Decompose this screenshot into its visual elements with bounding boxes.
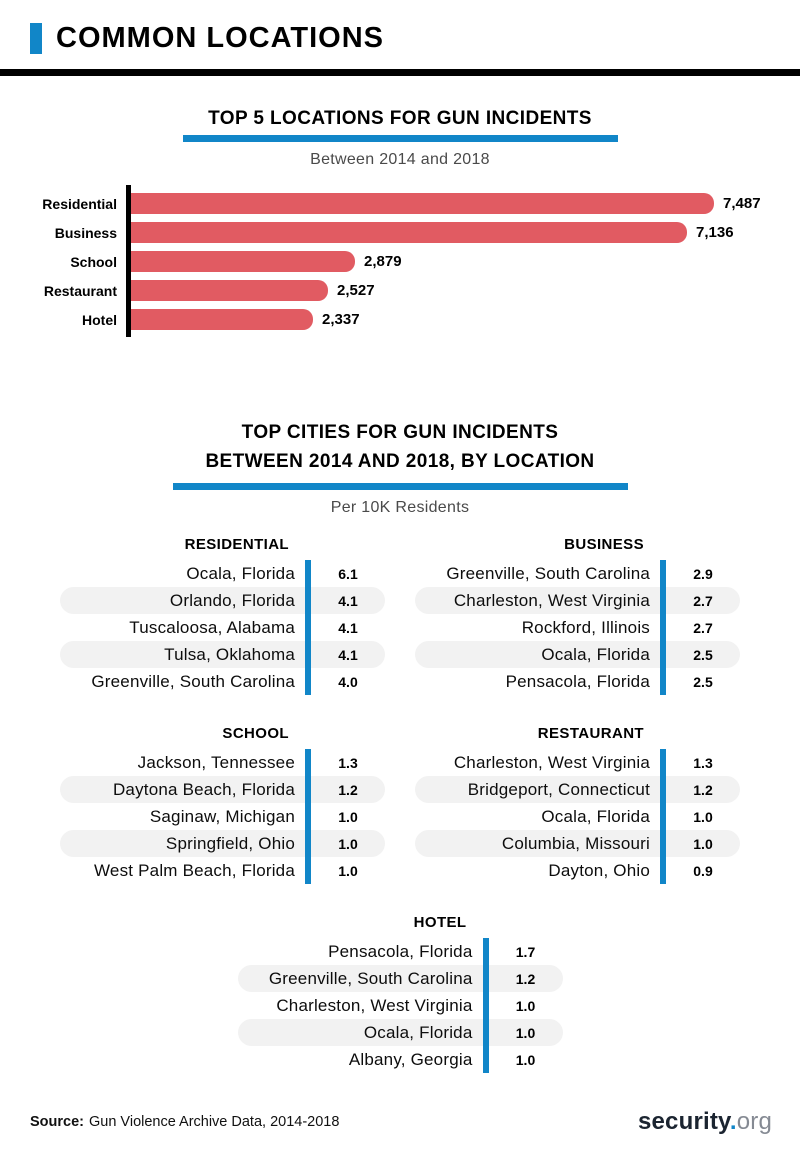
bar-value-label: 7,136 [696, 224, 734, 241]
security-org-logo [638, 1108, 772, 1136]
city-label: Jackson, Tennessee [137, 752, 295, 772]
source-label: Source: [30, 1114, 84, 1130]
city-label: Dayton, Ohio [548, 860, 650, 880]
bar-chart-title: TOP 5 LOCATIONS FOR GUN INCIDENTS [208, 108, 592, 129]
city-label: Columbia, Missouri [501, 833, 650, 853]
rate-value: 1.0 [338, 862, 358, 879]
rate-value: 4.1 [338, 592, 358, 609]
rate-value: 2.9 [693, 565, 713, 582]
rate-value: 1.0 [515, 1051, 536, 1068]
table-row [60, 776, 385, 803]
source-note [30, 1114, 339, 1130]
city-label: Ocala, Florida [541, 644, 650, 664]
table-row [60, 749, 385, 776]
rate-value: 1.0 [693, 808, 713, 825]
table-row [415, 560, 740, 587]
bar-area [126, 222, 800, 243]
city-label: Pensacola, Florida [505, 671, 650, 691]
bar-area [126, 309, 800, 330]
table-row [60, 668, 385, 695]
table-row [238, 1046, 563, 1073]
tables-title-underline [173, 483, 628, 490]
table-row [415, 803, 740, 830]
city-label: Saginaw, Michigan [149, 806, 295, 826]
bar-row-residential [0, 189, 800, 218]
table-school [60, 725, 385, 884]
table-title: BUSINESS [564, 536, 644, 553]
bar-hotel [131, 309, 313, 330]
tables-section-title [0, 418, 800, 476]
rate-value: 4.1 [338, 646, 358, 663]
table-row [415, 668, 740, 695]
table-title: RESTAURANT [537, 725, 644, 742]
rate-value: 2.5 [693, 646, 713, 663]
city-label: Charleston, West Virginia [276, 995, 473, 1015]
table-row [238, 992, 563, 1019]
tables-section-header [0, 418, 800, 517]
header-divider [0, 69, 800, 76]
bar-residential [131, 193, 714, 214]
rate-value: 1.3 [338, 754, 358, 771]
bar-area [126, 193, 800, 214]
table-title: SCHOOL [222, 725, 289, 742]
table-hotel [238, 914, 563, 1073]
table-row [415, 776, 740, 803]
hotel-table-wrapper [60, 914, 740, 1073]
title-accent-bar [30, 23, 42, 54]
rate-value: 2.7 [693, 592, 713, 609]
rate-value: 1.2 [515, 970, 536, 987]
table-row [60, 560, 385, 587]
bar-category-label: Restaurant [43, 282, 117, 299]
rate-value: 1.3 [693, 754, 713, 771]
city-label: Charleston, West Virginia [453, 752, 650, 772]
table-body [415, 560, 740, 695]
rate-value: 1.0 [693, 835, 713, 852]
rate-value: 4.0 [338, 673, 358, 690]
table-body [415, 749, 740, 884]
city-label: Albany, Georgia [348, 1049, 473, 1069]
table-body [238, 938, 563, 1073]
table-row [415, 857, 740, 884]
table-title: RESIDENTIAL [184, 536, 289, 553]
table-residential [60, 536, 385, 695]
city-label: Ocala, Florida [186, 563, 295, 583]
table-row [415, 641, 740, 668]
logo-org-text: org [736, 1108, 772, 1135]
table-title: HOTEL [413, 914, 467, 931]
table-divider-bar [483, 938, 489, 1073]
city-label: Ocala, Florida [541, 806, 650, 826]
city-label: Springfield, Ohio [165, 833, 295, 853]
city-label: Greenville, South Carolina [91, 671, 295, 691]
bar-value-label: 2,337 [322, 311, 360, 328]
table-row [60, 641, 385, 668]
bar-area [126, 280, 800, 301]
bar-chart-subtitle: Between 2014 and 2018 [310, 151, 490, 168]
table-row [238, 1019, 563, 1046]
city-label: Bridgeport, Connecticut [467, 779, 650, 799]
city-label: Greenville, South Carolina [268, 968, 473, 988]
bar-row-hotel [0, 305, 800, 334]
rate-value: 1.0 [515, 1024, 536, 1041]
table-row [60, 614, 385, 641]
rate-value: 2.5 [693, 673, 713, 690]
page-title: COMMON LOCATIONS [56, 22, 384, 54]
rate-value: 1.7 [515, 943, 536, 960]
city-label: Daytona Beach, Florida [112, 779, 295, 799]
table-row [60, 803, 385, 830]
bar-area [126, 251, 800, 272]
logo-dot: . [729, 1108, 737, 1135]
city-label: Orlando, Florida [169, 590, 295, 610]
bar-category-label: School [70, 253, 117, 270]
rate-value: 1.0 [338, 835, 358, 852]
logo-security-text: security [637, 1108, 730, 1135]
table-row [415, 587, 740, 614]
tables-title-line1: TOP CITIES FOR GUN INCIDENTS [241, 422, 559, 443]
rate-value: 0.9 [693, 862, 713, 879]
table-row [415, 749, 740, 776]
footer [30, 1108, 772, 1136]
rate-value: 4.1 [338, 619, 358, 636]
bar-category-label: Hotel [82, 311, 117, 328]
bar-business [131, 222, 687, 243]
bar-row-restaurant [0, 276, 800, 305]
city-label: Greenville, South Carolina [446, 563, 650, 583]
rate-value: 1.2 [338, 781, 358, 798]
rate-value: 1.0 [338, 808, 358, 825]
bar-row-school [0, 247, 800, 276]
table-row [238, 938, 563, 965]
bar-chart-title-underline [183, 135, 618, 142]
bar-value-label: 7,487 [723, 195, 761, 212]
bar-row-business [0, 218, 800, 247]
bar-chart [0, 189, 800, 334]
table-row [415, 830, 740, 857]
city-label: Pensacola, Florida [328, 941, 473, 961]
rate-value: 1.0 [515, 997, 536, 1014]
table-row [415, 614, 740, 641]
tables-subtitle: Per 10K Residents [330, 499, 470, 516]
table-divider-bar [660, 749, 666, 884]
rate-value: 2.7 [693, 619, 713, 636]
bar-school [131, 251, 355, 272]
bar-restaurant [131, 280, 328, 301]
table-row [60, 587, 385, 614]
city-tables-grid [60, 536, 740, 1073]
table-row [238, 965, 563, 992]
city-label: Tuscaloosa, Alabama [129, 617, 295, 637]
table-divider-bar [305, 560, 311, 695]
table-body [60, 749, 385, 884]
city-label: Charleston, West Virginia [453, 590, 650, 610]
table-body [60, 560, 385, 695]
bar-value-label: 2,527 [337, 282, 375, 299]
city-label: West Palm Beach, Florida [93, 860, 295, 880]
rate-value: 6.1 [338, 565, 358, 582]
table-row [60, 857, 385, 884]
tables-title-line2: BETWEEN 2014 AND 2018, BY LOCATION [205, 451, 595, 472]
chart-axis-line [126, 185, 131, 337]
bar-category-label: Business [54, 224, 117, 241]
table-divider-bar [660, 560, 666, 695]
city-label: Ocala, Florida [363, 1022, 473, 1042]
bar-value-label: 2,879 [364, 253, 402, 270]
masthead [0, 0, 800, 55]
table-divider-bar [305, 749, 311, 884]
table-business [415, 536, 740, 695]
city-label: Tulsa, Oklahoma [164, 644, 295, 664]
bar-chart-header [0, 108, 800, 169]
city-label: Rockford, Illinois [521, 617, 650, 637]
table-row [60, 830, 385, 857]
rate-value: 1.2 [693, 781, 713, 798]
bar-category-label: Residential [42, 195, 117, 212]
table-restaurant [415, 725, 740, 884]
source-text: Gun Violence Archive Data, 2014-2018 [89, 1114, 340, 1130]
